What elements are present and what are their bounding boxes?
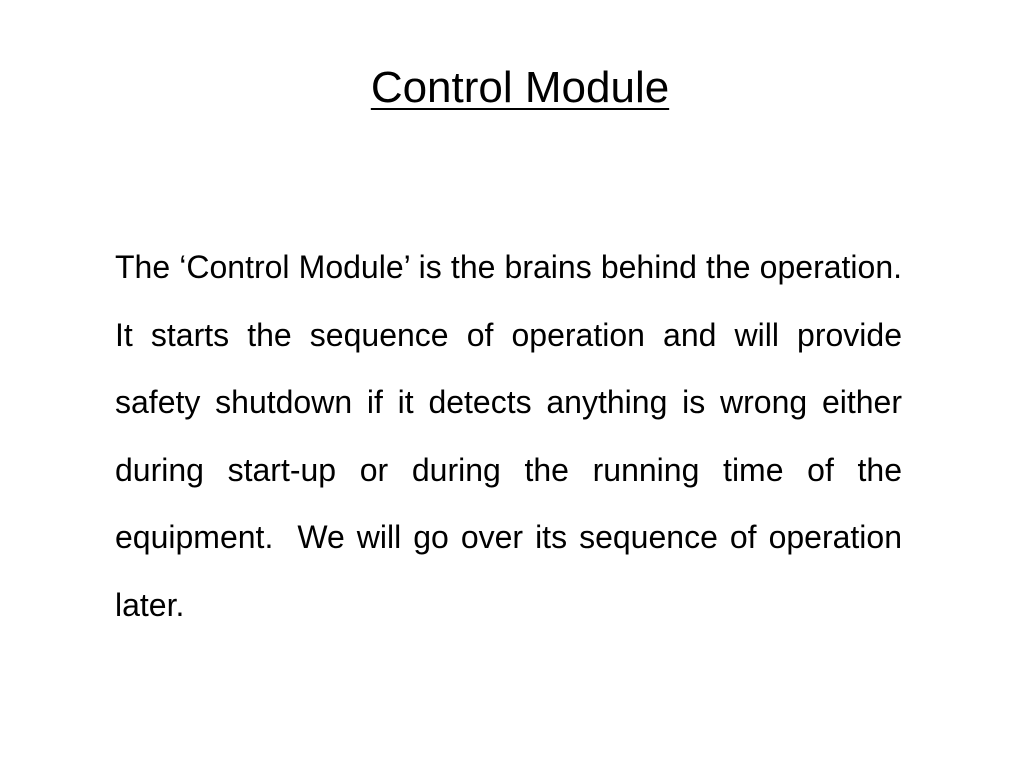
slide-body-paragraph: The ‘Control Module’ is the brains behind the operation. It starts the sequence of operation and will provide safety shutdown if it detects anything is wrong either during start-up or during the running time of the equipment. We will go over its sequence of operation later. [115,249,920,623]
slide-title: Control Module [370,63,670,112]
